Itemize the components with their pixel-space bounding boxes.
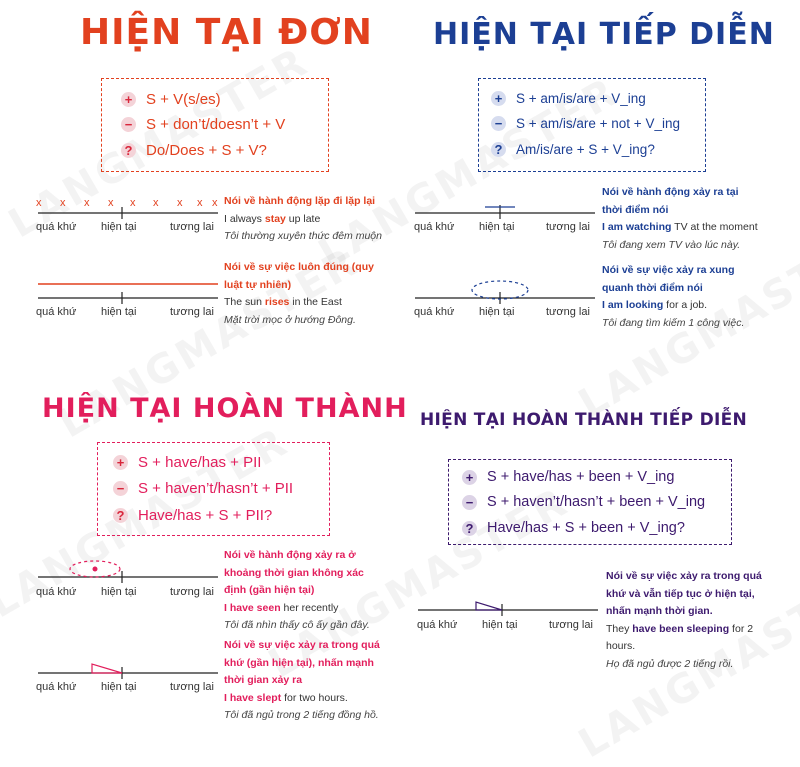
label-present: hiện tại [101, 586, 137, 598]
repeat-mark: x [84, 197, 90, 209]
formula-question: ? Have/has + S + PII? [113, 507, 272, 524]
repeat-mark: x [130, 197, 136, 209]
present-perfect-title: HIỆN TẠI HOÀN THÀNH [42, 393, 408, 424]
label-present: hiện tại [101, 681, 137, 693]
label-present: hiện tại [101, 306, 137, 318]
question-icon: ? [113, 508, 128, 523]
label-future: tương lai [546, 221, 590, 233]
label-past: quá khứ [36, 221, 77, 233]
question-icon: ? [462, 521, 477, 536]
minus-icon: − [491, 116, 506, 131]
label-future: tương lai [170, 586, 214, 598]
question-icon: ? [491, 142, 506, 157]
formula-negative: − S + don’t/doesn’t + V [121, 116, 285, 133]
present-simple-title: HIỆN TẠI ĐƠN [80, 12, 373, 53]
label-present: hiện tại [479, 306, 515, 318]
minus-icon: − [462, 495, 477, 510]
label-future: tương lai [549, 619, 593, 631]
plus-icon: + [113, 455, 128, 470]
label-future: tương lai [170, 681, 214, 693]
present-simple-use-1: Nói về hành động lặp đi lặp lại I always stay up late Tôi thường xuyên thức đêm muộn [224, 195, 382, 242]
repeat-mark: x [177, 197, 183, 209]
label-present: hiện tại [479, 221, 515, 233]
label-past: quá khứ [414, 306, 455, 318]
label-future: tương lai [170, 306, 214, 318]
label-past: quá khứ [417, 619, 458, 631]
label-future: tương lai [170, 221, 214, 233]
plus-icon: + [121, 92, 136, 107]
formula-negative: − S + haven’t/hasn’t + been + V_ing [462, 494, 705, 510]
present-perfect-use-1: Nói về hành động xảy ra ở khoảng thời gian không xác định (gần hiện tại) I have seen her recently Tôi đã nhìn thấy cô ấy gần đây. [224, 549, 370, 631]
label-past: quá khứ [36, 586, 77, 598]
repeat-mark: x [36, 197, 42, 209]
repeat-mark: x [108, 197, 114, 209]
present-simple-use-2: Nói về sự việc luôn đúng (quy luật tự nhiên) The sun rises in the East Mặt trời mọc ở hướng Đông. [224, 261, 374, 326]
minus-icon: − [121, 117, 136, 132]
present-perfect-continuous-use-1: Nói về sự việc xảy ra trong quá khứ và vẫn tiếp tục ở hiện tại, nhấn mạnh thời gian. They have been sleeping for 2 hours. Họ đã ngủ được 2 tiếng rồi. [606, 570, 762, 670]
repeat-mark: x [212, 197, 218, 209]
repeat-mark: x [153, 197, 159, 209]
label-future: tương lai [546, 306, 590, 318]
formula-question: ? Do/Does + S + V? [121, 142, 267, 159]
formula-negative: − S + am/is/are + not + V_ing [491, 116, 680, 131]
continuing-wedge [476, 602, 502, 610]
formula-affirmative: + S + am/is/are + V_ing [491, 91, 646, 106]
label-present: hiện tại [482, 619, 518, 631]
formula-affirmative: + S + V(s/es) [121, 91, 221, 108]
formula-negative: − S + haven’t/hasn’t + PII [113, 480, 293, 497]
present-continuous-title: HIỆN TẠI TIẾP DIỄN [433, 17, 775, 52]
label-past: quá khứ [36, 681, 77, 693]
formula-affirmative: + S + have/has + PII [113, 454, 261, 471]
repeat-mark: x [197, 197, 203, 209]
formula-question: ? Have/has + S + been + V_ing? [462, 520, 685, 536]
present-continuous-use-1: Nói về hành động xảy ra tại thời điểm nói I am watching TV at the moment Tôi đang xem TV vào lúc này. [602, 186, 758, 251]
duration-wedge [92, 664, 122, 673]
present-perfect-use-2: Nói về sự việc xảy ra trong quá khứ (gần hiện tại), nhấn mạnh thời gian xảy ra I have slept for two hours. Tôi đã ngủ trong 2 tiếng đồng hồ. [224, 639, 380, 721]
label-past: quá khứ [36, 306, 77, 318]
plus-icon: + [462, 470, 477, 485]
event-dot [93, 567, 98, 572]
label-past: quá khứ [414, 221, 455, 233]
label-present: hiện tại [101, 221, 137, 233]
formula-affirmative: + S + have/has + been + V_ing [462, 469, 674, 485]
present-continuous-use-2: Nói về sự việc xảy ra xung quanh thời điểm nói I am looking for a job. Tôi đang tìm kiếm 1 công việc. [602, 264, 745, 329]
minus-icon: − [113, 481, 128, 496]
repeat-mark: x [60, 197, 66, 209]
present-perfect-continuous-title: HIỆN TẠI HOÀN THÀNH TIẾP DIỄN [420, 410, 748, 430]
formula-question: ? Am/is/are + S + V_ing? [491, 142, 655, 157]
plus-icon: + [491, 91, 506, 106]
question-icon: ? [121, 143, 136, 158]
